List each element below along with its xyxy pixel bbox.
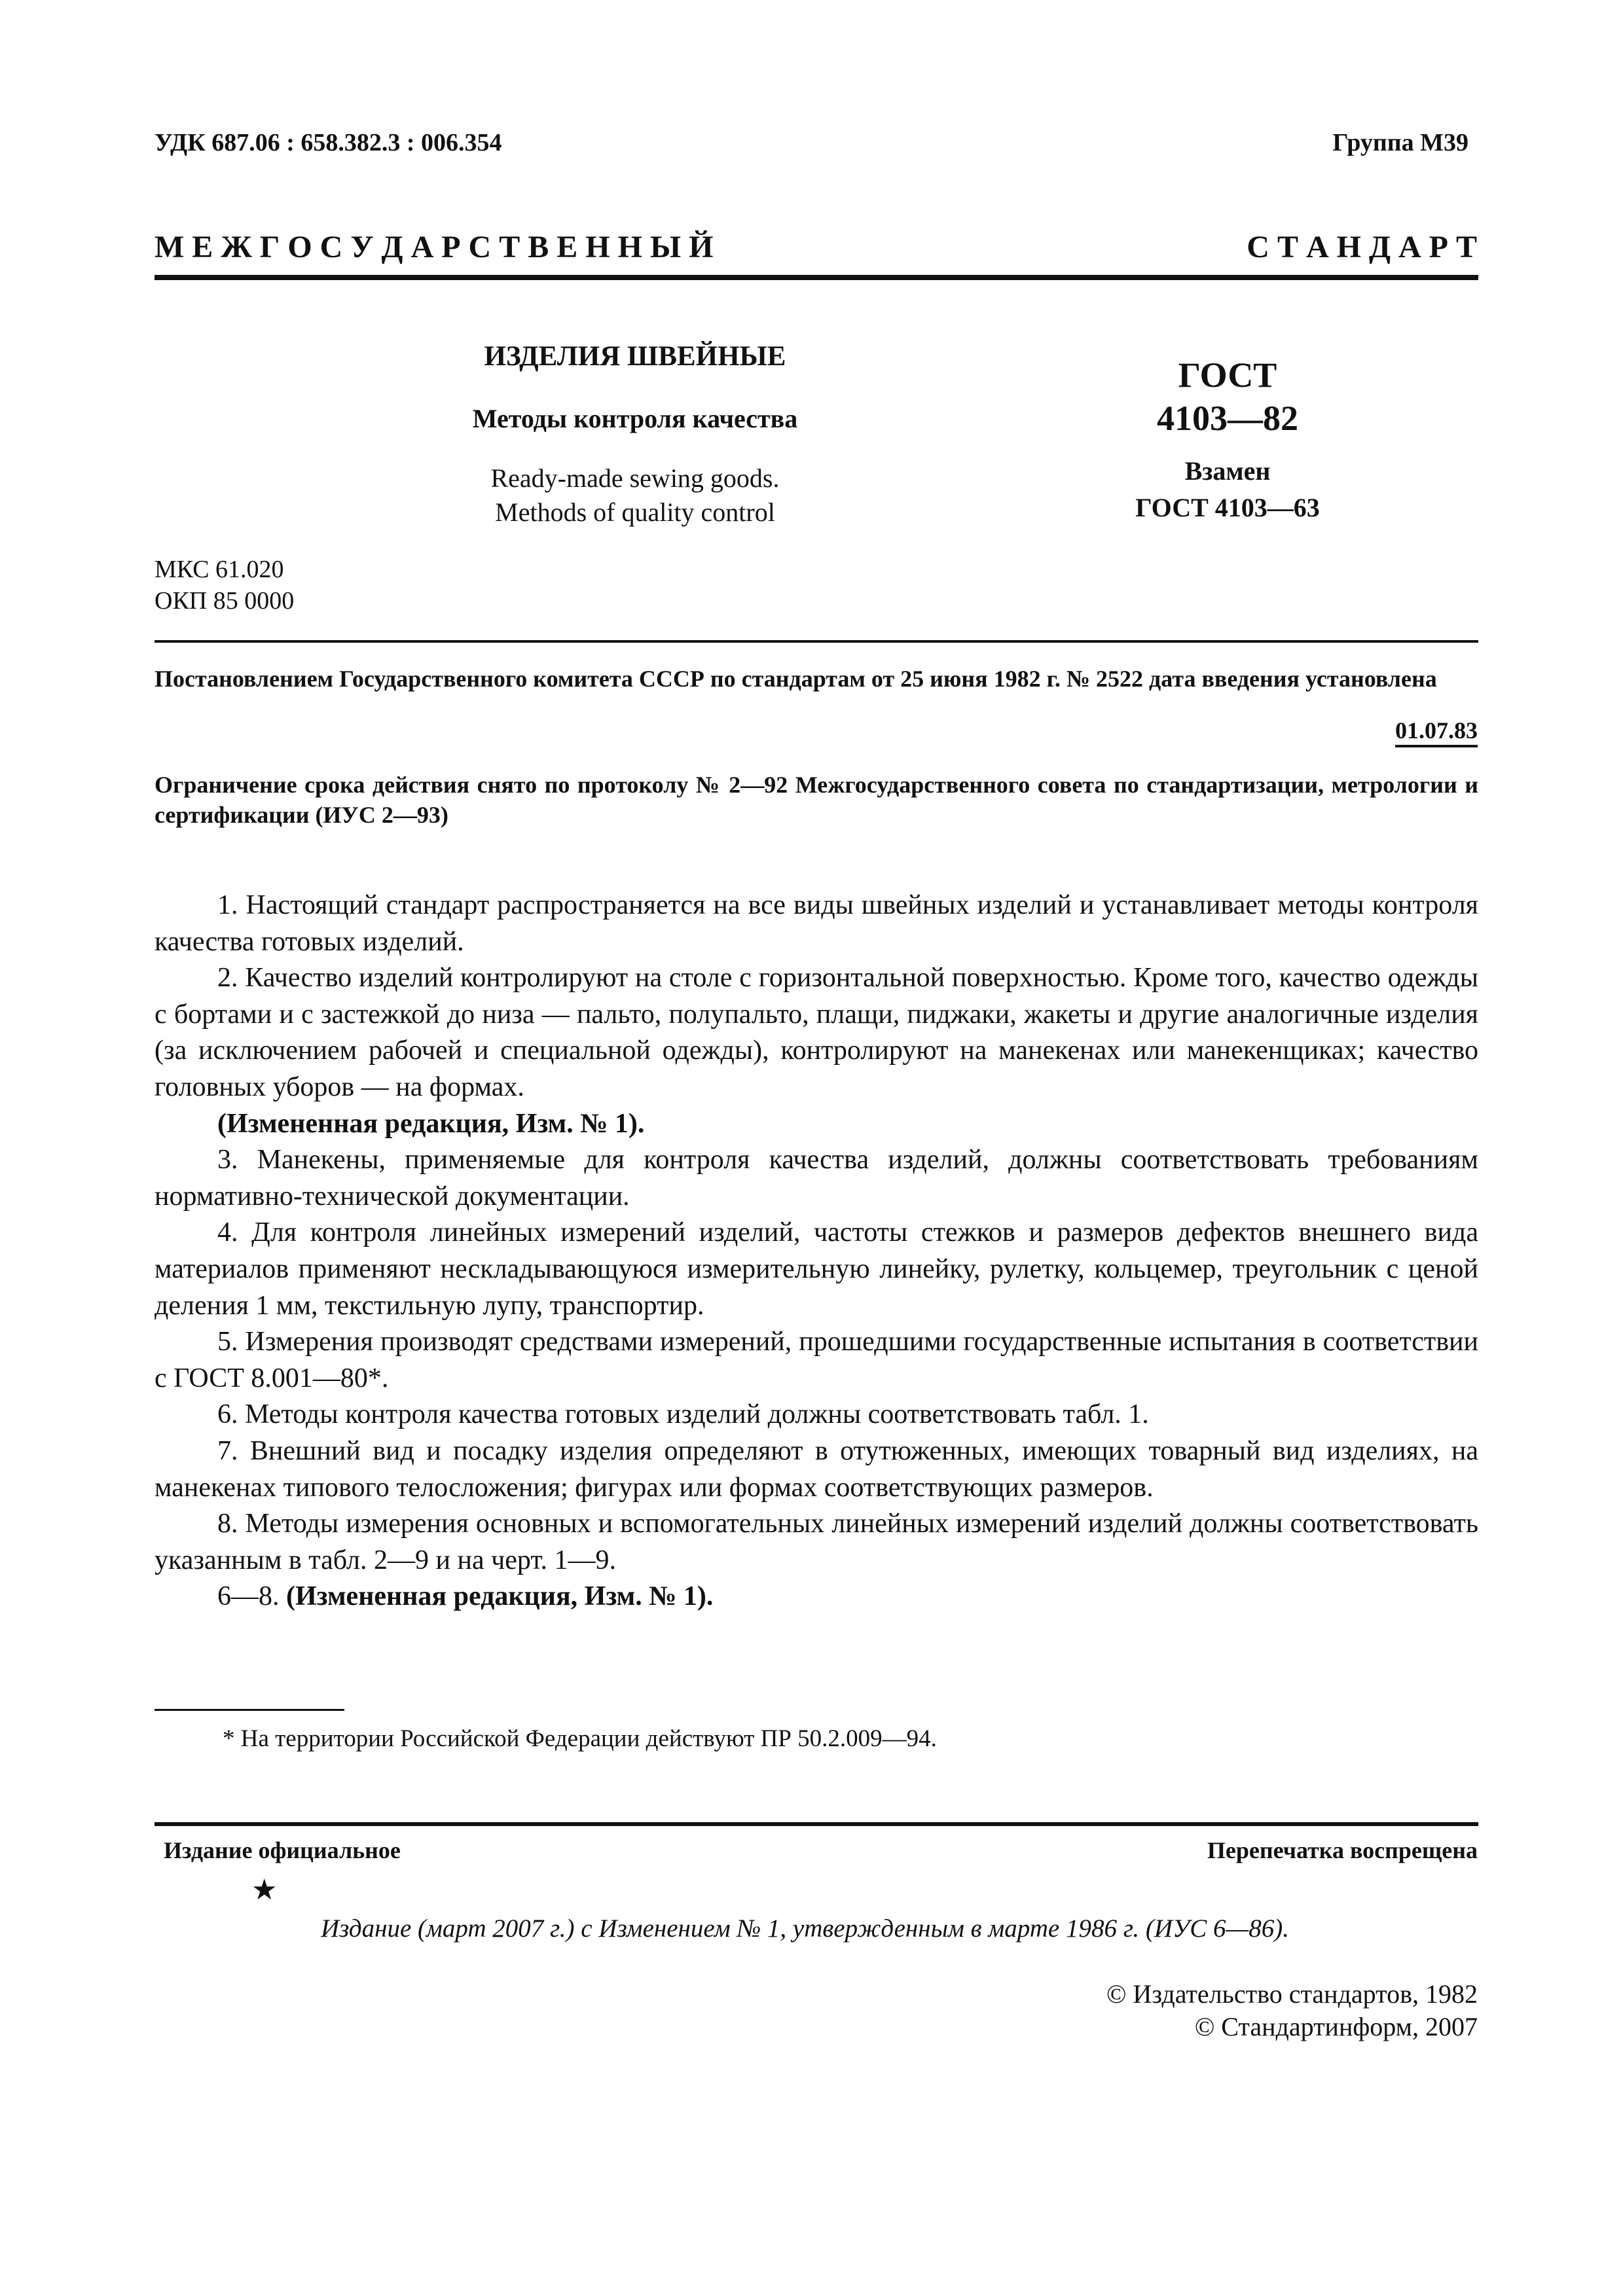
paragraph: 2. Качество изделий контролируют на столе с горизонтальной поверхностью. Кроме того, качество одежды с бортами и с застежкой до низа — пальто, полупальто, плащи, пиджаки, жакеты и другие аналогичные изделия (за исключением рабочей и специальной одежды), контролируют на манекенах или манекенщиках; качество головных уборов — на формах. [155, 963, 1478, 1102]
interstate-word: М Е Ж Г О С У Д А Р С Т В Е Н Н Ы Й [155, 230, 714, 264]
copyright-line: © Издательство стандартов, 1982 [1106, 1979, 1478, 2009]
paragraph: 7. Внешний вид и посадку изделия определяют в отутюженных, имеющих товарный вид изделиях, на манекенах типового телосложения; фигурах или формах соответствующих размеров. [155, 1435, 1478, 1503]
footnote-rule [155, 1709, 344, 1711]
document-title: ИЗДЕЛИЯ ШВЕЙНЫЕ [484, 341, 786, 372]
official-edition-label: Издание официальное [164, 1837, 401, 1863]
paragraph: 8. Методы измерения основных и вспомогательных линейных измерений изделий должны соответствовать указанным в табл. 2—9 и на черт. 1—9. [155, 1509, 1478, 1575]
restriction-text: Ограничение срока действия снято по протоколу № 2—92 Межгосударственного совета по стандартизации, метрологии и сертификации (ИУС 2—93) [155, 772, 1478, 828]
footnote: * На территории Российской Федерации действуют ПР 50.2.009—94. [223, 1725, 937, 1752]
amendment-range: 6—8. [217, 1581, 286, 1612]
document-subtitle: Методы контроля качества [472, 404, 798, 433]
replaces-label: Взамен [1184, 456, 1271, 486]
gost-label: ГОСТ [1178, 355, 1277, 395]
mks-code: МКС 61.020 [155, 556, 284, 583]
standard-word: С Т А Н Д А Р Т [1247, 230, 1477, 264]
interstate-standard-heading [155, 229, 1477, 265]
main-body [155, 888, 1478, 1615]
gost-number: 4103—82 [1157, 399, 1298, 438]
okp-code: ОКП 85 0000 [155, 587, 295, 615]
amendment-text: (Измененная редакция, Изм. № 1). [286, 1581, 714, 1612]
replaces-block [1074, 453, 1381, 526]
copyright-line: © Стандартинформ, 2007 [1194, 2012, 1478, 2041]
gost-designation [1074, 353, 1381, 440]
amendment-note-2 [155, 1579, 1478, 1615]
amendment-note: (Измененная редакция, Изм. № 1). [217, 1108, 645, 1139]
group-code: Группа М39 [1332, 129, 1468, 156]
star-icon: ★ [251, 1874, 278, 1906]
introduction-date: 01.07.83 [1395, 716, 1478, 747]
english-title-line: Methods of quality control [495, 497, 775, 527]
paragraph: 6. Методы контроля качества готовых изделий должны соответствовать табл. 1. [217, 1399, 1149, 1430]
paragraph: 1. Настоящий стандарт распространяется на все виды швейных изделий и устанавливает методы контроля качества готовых изделий. [155, 890, 1478, 957]
reprint-prohibited-label: Перепечатка воспрещена [1207, 1837, 1478, 1863]
section-rule [155, 640, 1478, 643]
copyright-block [1106, 1978, 1478, 2043]
udk-code: УДК 687.06 : 658.382.3 : 006.354 [155, 129, 502, 156]
header-rule [155, 275, 1478, 280]
english-title-line: Ready-made sewing goods. [490, 463, 780, 493]
edition-note: Издание (март 2007 г.) с Изменением № 1, утвержденным в марте 1986 г. (ИУС 6—86). [321, 1914, 1289, 1943]
replaces-standard: ГОСТ 4103—63 [1135, 493, 1320, 522]
english-title [308, 461, 962, 529]
paragraph: 3. Манекены, применяемые для контроля качества изделий, должны соответствовать требованиям нормативно-технической документации. [155, 1145, 1478, 1211]
decree-text: Постановлением Государственного комитета СССР по стандартам от 25 июня 1982 г. № 2522 дата введения установлена [155, 666, 1437, 692]
footer-rule [155, 1822, 1478, 1826]
classification-codes [155, 554, 294, 617]
paragraph: 4. Для контроля линейных измерений изделий, частоты стежков и размеров дефектов внешнего вида материалов применяют нескладывающуюся измерительную линейку, рулетку, кольцемер, треугольник с ценой деления 1 мм, текстильную лупу, транспортир. [155, 1217, 1478, 1321]
paragraph: 5. Измерения производят средствами измерений, прошедшими государственные испытания в соответствии с ГОСТ 8.001—80*. [155, 1327, 1478, 1393]
